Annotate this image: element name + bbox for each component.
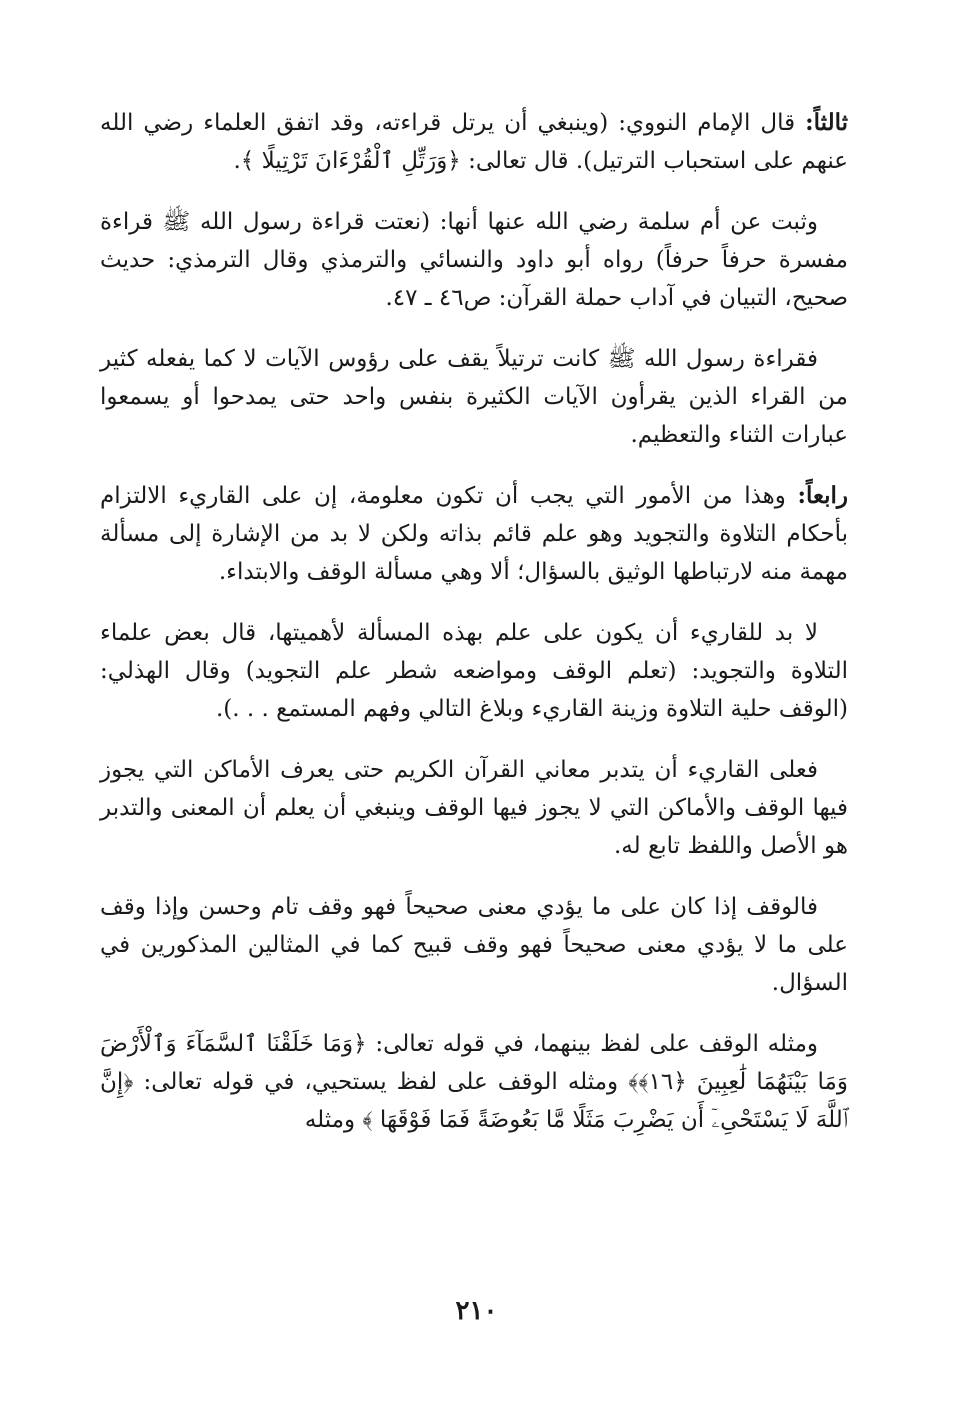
paragraph xyxy=(100,477,848,591)
paragraph xyxy=(100,203,848,317)
paragraph xyxy=(100,751,848,865)
paragraph-text: فقراءة رسول الله ﷺ كانت ترتيلاً يقف على رؤوس الآيات لا كما يفعله كثير من القراء الذين يقرأون الآيات الكثيرة بنفس واحد حتى يمدحوا أو يسمعوا عبارات الثناء والتعظيم. xyxy=(100,346,848,448)
paragraph xyxy=(100,888,848,1002)
paragraph-lead: رابعاً: xyxy=(797,482,848,509)
paragraph-text: ومثله الوقف على لفظ بينهما، في قوله تعالى: ﴿وَمَا خَلَقْنَا ٱلسَّمَآءَ وَٱلْأَرْضَ وَمَا بَيْنَهُمَا لَٰعِبِينَ ﴿١٦﴾﴾ ومثله الوقف على لفظ يستحيي، في قوله تعالى: ﴿إِنَّ ٱللَّهَ لَا يَسْتَحْىِۦٓ أَن يَضْرِبَ مَثَلًا مَّا بَعُوضَةً فَمَا فَوْقَهَا ﴾ ومثله xyxy=(100,1031,848,1133)
paragraph-text: وهذا من الأمور التي يجب أن تكون معلومة، إن على القاريء الالتزام بأحكام التلاوة والتجويد وهو علم قائم بذاته ولكن لا بد من الإشارة إلى مسألة مهمة منه لارتباطها الوثيق بالسؤال؛ ألا وهي مسألة الوقف والابتداء. xyxy=(100,483,848,585)
paragraph xyxy=(100,614,848,728)
paragraph-text: قال الإمام النووي: (وينبغي أن يرتل قراءته، وقد اتفق العلماء رضي الله عنهم على استحباب الترتيل). قال تعالى: ﴿وَرَتِّلِ ٱلْقُرْءَانَ تَرْتِيلًا ﴾. xyxy=(100,110,848,174)
page-number: ٢١٠ xyxy=(455,1296,498,1326)
paragraph xyxy=(100,340,848,454)
paragraph xyxy=(100,1025,848,1139)
paragraph-text: فالوقف إذا كان على ما يؤدي معنى صحيحاً فهو وقف تام وحسن وإذا وقف على ما لا يؤدي معنى صحيحاً فهو وقف قبيح كما في المثالين المذكورين في السؤال. xyxy=(100,894,848,996)
paragraph-lead: ثالثاً: xyxy=(805,109,848,136)
paragraph-text: فعلى القاريء أن يتدبر معاني القرآن الكريم حتى يعرف الأماكن التي يجوز فيها الوقف والأماكن التي لا يجوز فيها الوقف وينبغي أن يعلم أن المعنى والتدبر هو الأصل واللفظ تابع له. xyxy=(100,757,848,859)
paragraph xyxy=(100,104,848,180)
paragraph-text: وثبت عن أم سلمة رضي الله عنها أنها: (نعتت قراءة رسول الله ﷺ قراءة مفسرة حرفاً حرفاً) رواه أبو داود والنسائي والترمذي وقال الترمذي: حديث صحيح، التبيان في آداب حملة القرآن: ص٤٦ ـ ٤٧. xyxy=(100,209,848,311)
page-body xyxy=(100,104,848,1162)
paragraph-text: لا بد للقاريء أن يكون على علم بهذه المسألة لأهميتها، قال بعض علماء التلاوة والتجويد: (تعلم الوقف ومواضعه شطر علم التجويد) وقال الهذلي: (الوقف حلية التلاوة وزينة القاريء وبلاغ التالي وفهم المستمع . . .). xyxy=(100,620,848,722)
